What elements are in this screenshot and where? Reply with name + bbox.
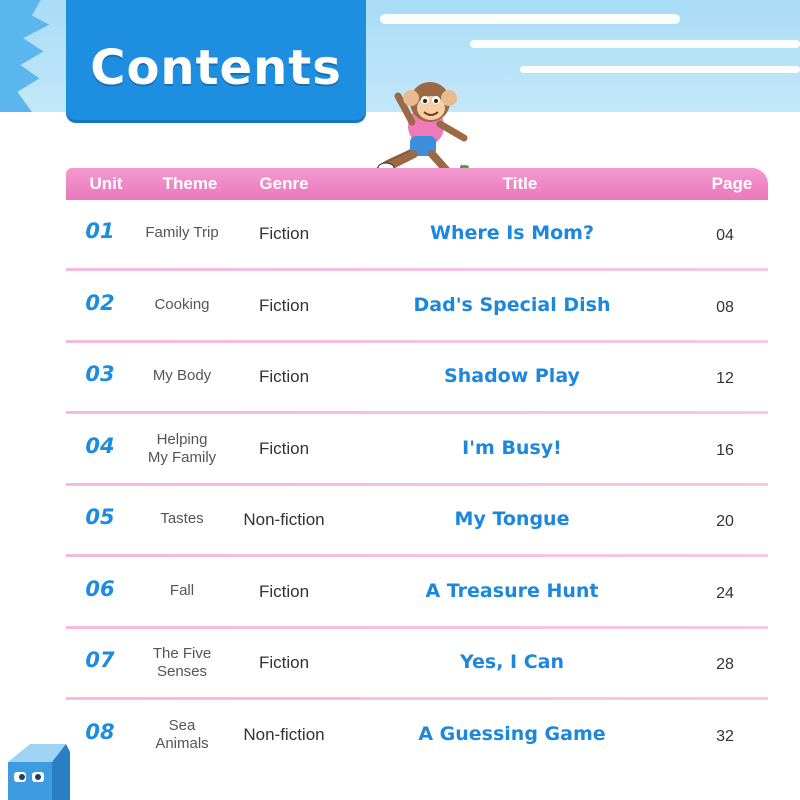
- unit-title: Dad's Special Dish: [413, 293, 611, 316]
- unit-theme: [130, 296, 234, 314]
- header-page: Page: [711, 174, 753, 193]
- theme-line: Family Trip: [145, 224, 219, 241]
- page-number: 16: [716, 441, 734, 459]
- unit-theme: [130, 224, 234, 242]
- unit-theme: [130, 431, 234, 467]
- contents-banner: [66, 0, 366, 120]
- unit-genre: Non-fiction: [243, 724, 325, 744]
- table-row: [66, 558, 768, 629]
- theme-line: Sea: [168, 716, 196, 734]
- unit-genre: Fiction: [258, 367, 310, 386]
- unit-title: My Tongue: [454, 508, 570, 530]
- page-number: 32: [716, 727, 734, 745]
- page-title: Contents: [90, 40, 342, 96]
- table-row: [66, 486, 768, 557]
- unit-genre: Fiction: [258, 295, 310, 315]
- unit-genre: Fiction: [258, 581, 310, 601]
- table-header: [66, 168, 768, 200]
- header-unit: Unit: [89, 174, 123, 193]
- milk-carton-icon: [0, 742, 86, 800]
- unit-theme: [130, 717, 234, 753]
- unit-genre: Fiction: [258, 438, 310, 458]
- theme-line: Senses: [156, 663, 208, 680]
- page-number: 28: [716, 656, 734, 673]
- table-row: [66, 272, 768, 343]
- page-number: 08: [716, 298, 734, 316]
- theme-line: Animals: [155, 734, 209, 752]
- page-number: 24: [716, 584, 734, 602]
- unit-title: Where Is Mom?: [429, 222, 594, 244]
- unit-number: 03: [85, 362, 115, 386]
- theme-line: Fall: [169, 581, 195, 599]
- unit-number: 05: [85, 505, 115, 529]
- unit-title: A Guessing Game: [418, 722, 606, 745]
- unit-theme: [130, 510, 234, 528]
- unit-title: Yes, I Can: [459, 651, 565, 673]
- unit-number: 07: [85, 648, 115, 672]
- unit-theme: [130, 645, 234, 681]
- page-number: 04: [716, 227, 734, 244]
- unit-genre: Non-fiction: [243, 510, 325, 529]
- page-number: 12: [716, 370, 734, 387]
- header-title: Title: [502, 174, 538, 193]
- table-row: [66, 200, 768, 271]
- unit-number: 08: [85, 719, 115, 744]
- unit-title: I'm Busy!: [462, 436, 562, 459]
- table-row: [66, 629, 768, 700]
- theme-line: Tastes: [160, 510, 204, 527]
- unit-title: A Treasure Hunt: [425, 579, 599, 602]
- unit-number: 06: [85, 576, 115, 601]
- unit-title: Shadow Play: [444, 365, 580, 387]
- unit-number: 02: [85, 290, 115, 315]
- unit-genre: Fiction: [258, 224, 310, 243]
- header-theme: Theme: [162, 174, 218, 193]
- theme-line: Cooking: [154, 295, 210, 313]
- unit-theme: [130, 582, 234, 600]
- unit-number: 04: [85, 433, 115, 458]
- table-row: [66, 701, 768, 772]
- unit-number: 01: [85, 219, 115, 243]
- theme-line: My Family: [147, 448, 217, 466]
- unit-genre: Fiction: [258, 653, 310, 672]
- table-row: [66, 343, 768, 414]
- theme-line: Helping: [156, 430, 208, 448]
- theme-line: The Five: [152, 645, 212, 662]
- header-genre: Genre: [259, 174, 309, 193]
- page-number: 20: [716, 513, 734, 530]
- theme-line: My Body: [152, 367, 212, 384]
- unit-theme: [130, 367, 234, 385]
- table-row: [66, 415, 768, 486]
